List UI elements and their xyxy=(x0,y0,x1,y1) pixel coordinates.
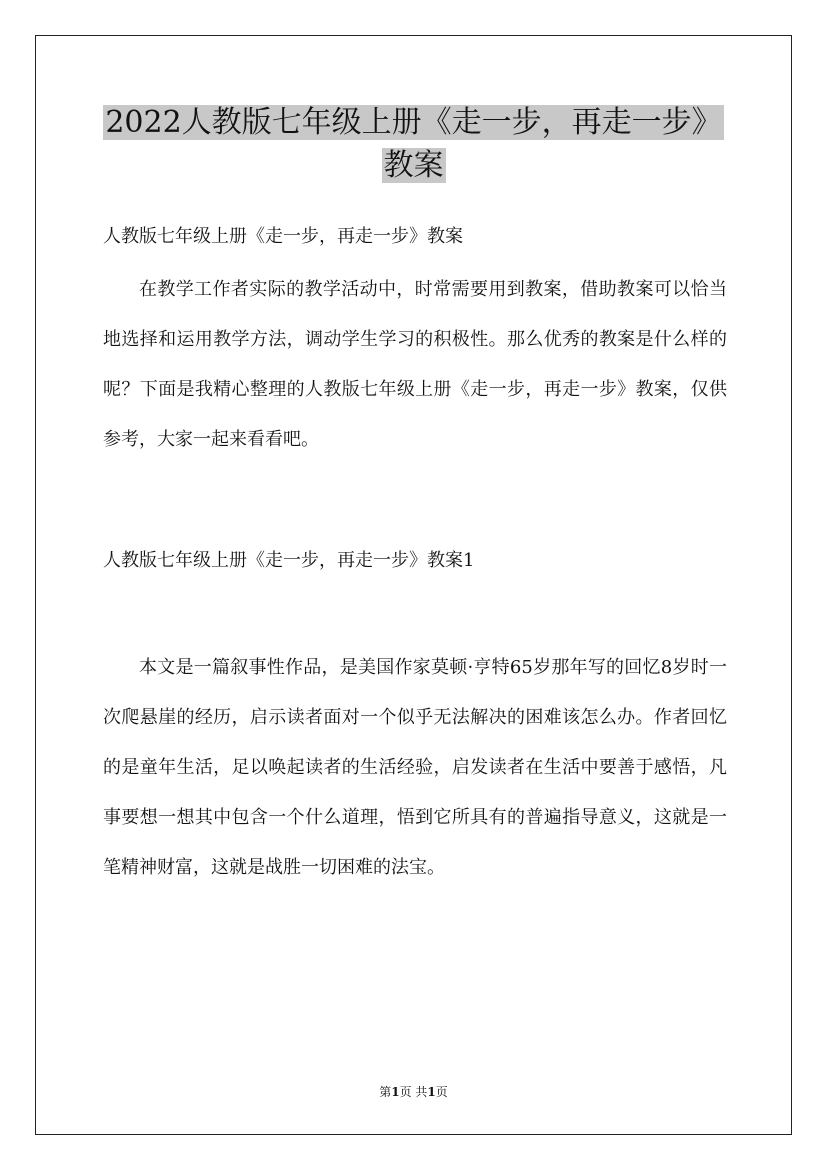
document-title-line-2 xyxy=(60,146,767,186)
page-footer xyxy=(0,1084,827,1100)
title-highlight-2: 教案 xyxy=(383,148,444,183)
footer-page-suffix: 页 xyxy=(435,1085,448,1099)
section-heading: 人教版七年级上册《走一步，再走一步》教案1 xyxy=(103,550,475,571)
footer-page-prefix: 第 xyxy=(379,1085,392,1099)
body-paragraph: 本文是一篇叙事性作品，是美国作家莫顿·亨特65岁那年写的回忆8岁时一次爬悬崖的经历，启示读者面对一个似乎无法解决的困难该怎么办。作者回忆的是童年生活，足以唤起读者的生活经验，启发读者在生活中要善于感悟，凡事要想一想其中包含一个什么道理，悟到它所具有的普遍指导意义，这就是一笔精神财富，这就是战胜一切困难的法宝。 xyxy=(103,657,727,878)
intro-paragraph: 在教学工作者实际的教学活动中，时常需要用到教案，借助教案可以恰当地选择和运用教学方法，调动学生学习的积极性。那么优秀的教案是什么样的呢？下面是我精心整理的人教版七年级上册《走一步，再走一步》教案，仅供参考，大家一起来看看吧。 xyxy=(103,279,727,450)
footer-page-mid: 页 共 xyxy=(399,1085,428,1099)
footer-page-total: 1 xyxy=(427,1085,436,1099)
title-highlight-1: 2022人教版七年级上册《走一步，再走一步》 xyxy=(105,105,722,140)
document-subtitle: 人教版七年级上册《走一步，再走一步》教案 xyxy=(103,226,463,247)
document-title-line-1 xyxy=(60,103,767,143)
footer-page-current: 1 xyxy=(391,1085,400,1099)
page-border xyxy=(35,35,792,1135)
